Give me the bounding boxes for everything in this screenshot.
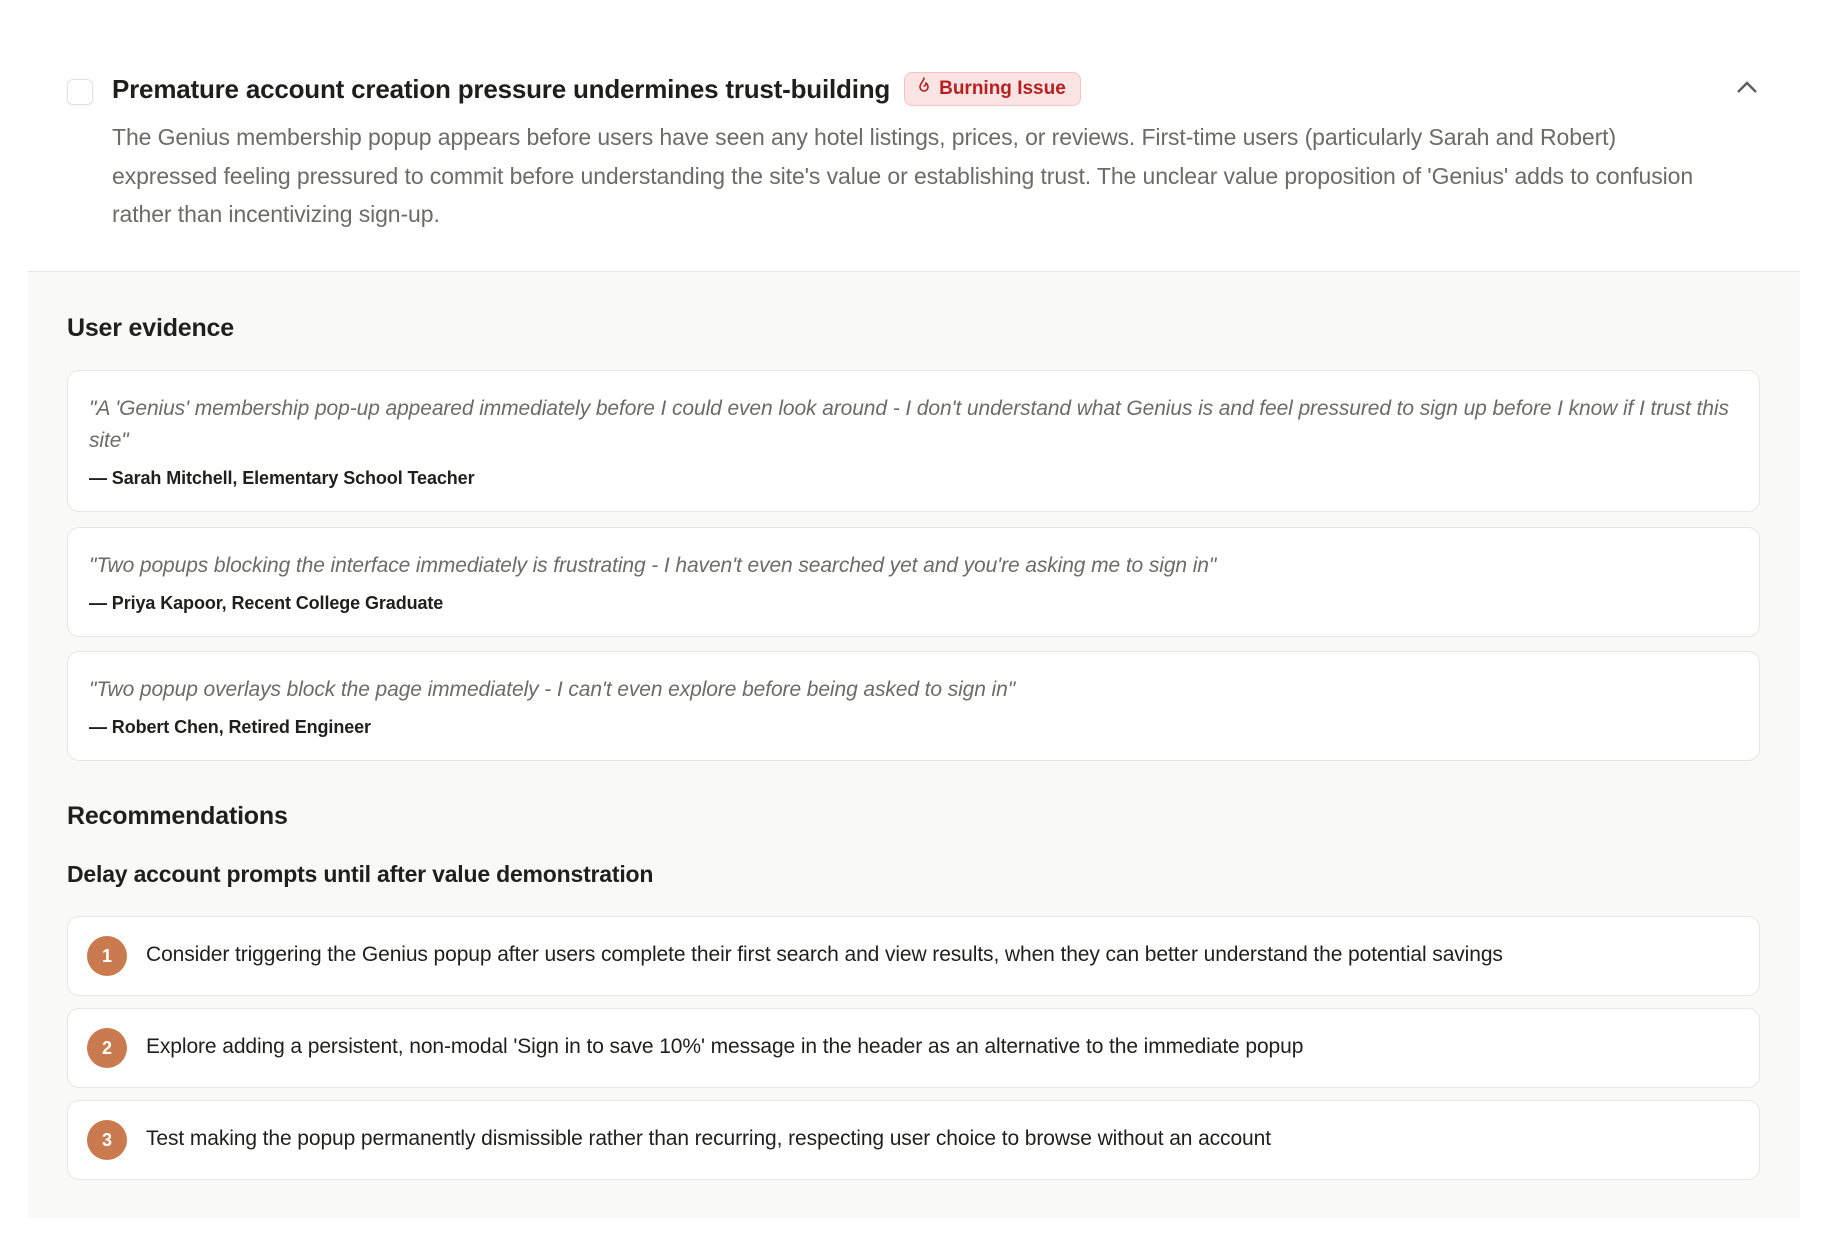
issue-title: Premature account creation pressure undermines trust-building (112, 73, 891, 104)
flame-icon (917, 77, 931, 101)
recommendation-item (67, 1100, 1760, 1180)
quote-card (67, 370, 1760, 512)
recommendation-item (67, 1008, 1760, 1088)
quote-author: — Priya Kapoor, Recent College Graduate (89, 593, 444, 613)
step-number-badge: 3 (87, 1120, 127, 1160)
recommendation-text: Explore adding a persistent, non-modal 'Sign in to save 10%' message in the header as an alternative to the immediate popup (146, 1035, 1304, 1058)
collapse-chevron-up-icon[interactable] (1736, 80, 1758, 94)
issue-header (112, 72, 1081, 106)
issue-checkbox[interactable] (67, 79, 93, 105)
quote-author: — Robert Chen, Retired Engineer (89, 717, 371, 737)
quote-card (67, 651, 1760, 761)
quote-text: "A 'Genius' membership pop-up appeared immediately before I could even look around - I don't understand what Genius is and feel pressured to sign up before I know if I trust this site" (89, 397, 1729, 452)
recommendation-subheading: Delay account prompts until after value demonstration (67, 861, 654, 887)
step-number-badge: 1 (87, 936, 127, 976)
step-number-badge: 2 (87, 1028, 127, 1068)
recommendations-heading: Recommendations (67, 802, 288, 830)
quote-card (67, 527, 1760, 637)
recommendation-item (67, 916, 1760, 996)
recommendation-text: Test making the popup permanently dismissible rather than recurring, respecting user choice to browse without an account (146, 1127, 1271, 1150)
quote-text: "Two popup overlays block the page immediately - I can't even explore before being asked to sign in" (89, 678, 1016, 701)
user-evidence-heading: User evidence (67, 314, 234, 342)
recommendation-text: Consider triggering the Genius popup after users complete their first search and view results, when they can better understand the potential savings (146, 943, 1503, 966)
issue-description: The Genius membership popup appears before users have seen any hotel listings, prices, or reviews. First-time users (particularly Sarah and Robert) expressed feeling pressured to commit before understanding the site's value or establishing trust. The unclear value proposition of 'Genius' adds to confusion rather than incentivizing sign-up. (112, 124, 1694, 227)
burning-issue-badge (904, 72, 1081, 106)
quote-text: "Two popups blocking the interface immediately is frustrating - I haven't even searched yet and you're asking me to sign in" (89, 554, 1217, 577)
quote-author: — Sarah Mitchell, Elementary School Teacher (89, 468, 475, 488)
badge-label: Burning Issue (939, 78, 1066, 99)
